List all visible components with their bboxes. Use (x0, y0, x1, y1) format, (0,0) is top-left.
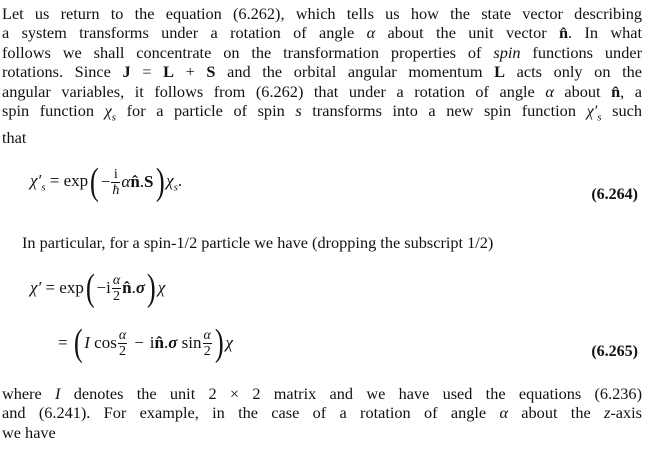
right-paren: ) (214, 322, 224, 364)
equation-6-264 (30, 163, 182, 201)
fraction (203, 328, 212, 359)
text-line: In particular, for a spin-1/2 particle we have (dropping the subscript 1/2) (22, 233, 494, 252)
eq-term1: I cos (84, 333, 117, 352)
eq-equals: = (58, 333, 68, 352)
eq-term2: in̂.σ sin (149, 333, 202, 352)
fraction (118, 328, 127, 359)
text-line: angular variables, it follows from (6.262) that under a rotation of angle α about n̂, a (2, 81, 643, 101)
eq-minus: − (134, 333, 144, 352)
text-line: Let us return to the equation (6.262), which tells us how the state vector describing (2, 4, 642, 23)
fraction (112, 273, 121, 304)
text-line: follows we shall concentrate on the transformation properties of spin functions under (2, 42, 642, 62)
eq-lhs: χ′ = exp (30, 278, 84, 297)
left-paren: ( (73, 322, 83, 364)
text-line: and (6.241). For example, in the case of a rotation of angle α about the z-axis (2, 403, 642, 423)
fraction-denominator: ħ (112, 182, 120, 198)
paragraph-spin-half (22, 233, 642, 252)
fraction-numerator: α (203, 327, 211, 343)
paragraph-intro (2, 4, 642, 147)
eq-tail: $\chi_s$. (166, 170, 183, 194)
eq-lhs: $\chi'_s = \exp$ (30, 170, 89, 194)
text-line: we have (2, 422, 56, 442)
equation-6-265-line-2 (58, 324, 233, 362)
equation-6-265-line-1 (30, 269, 165, 307)
fraction-numerator: α (118, 327, 127, 343)
text-line: that (2, 127, 27, 147)
text-line: spin function $\chi_s$ for a particle of spin s transforms into a new spin function $\chi'_s$ such (2, 101, 643, 124)
equation-number-6-265: (6.265) (591, 343, 638, 360)
eq-prefix: −i (96, 278, 111, 297)
eq-tail: χ (157, 278, 166, 297)
right-paren: ) (146, 267, 156, 309)
eq-tail: χ (225, 333, 234, 352)
fraction-numerator: i (113, 166, 118, 182)
eq-minus: − (100, 172, 111, 191)
text-line: a system transforms under a rotation of angle α about the unit vector n̂. In what (2, 23, 643, 43)
eq-body: αn̂.S (121, 172, 154, 191)
paragraph-where (2, 384, 642, 442)
text-line: where I denotes the unit 2 × 2 matrix and we have used the equations (6.236) (2, 384, 642, 403)
fraction-denominator: 2 (119, 343, 127, 359)
fraction-numerator: α (112, 272, 121, 288)
eq-body: n̂.σ (122, 278, 146, 297)
left-paren: ( (85, 267, 95, 309)
equation-number-6-264: (6.264) (591, 186, 638, 203)
fraction-denominator: 2 (203, 343, 211, 359)
right-paren: ) (155, 161, 165, 203)
fraction-denominator: 2 (112, 288, 120, 304)
text-line: rotations. Since J = L + S and the orbital angular momentum L acts only on the (2, 62, 642, 82)
fraction (111, 167, 120, 198)
left-paren: ( (90, 161, 99, 203)
